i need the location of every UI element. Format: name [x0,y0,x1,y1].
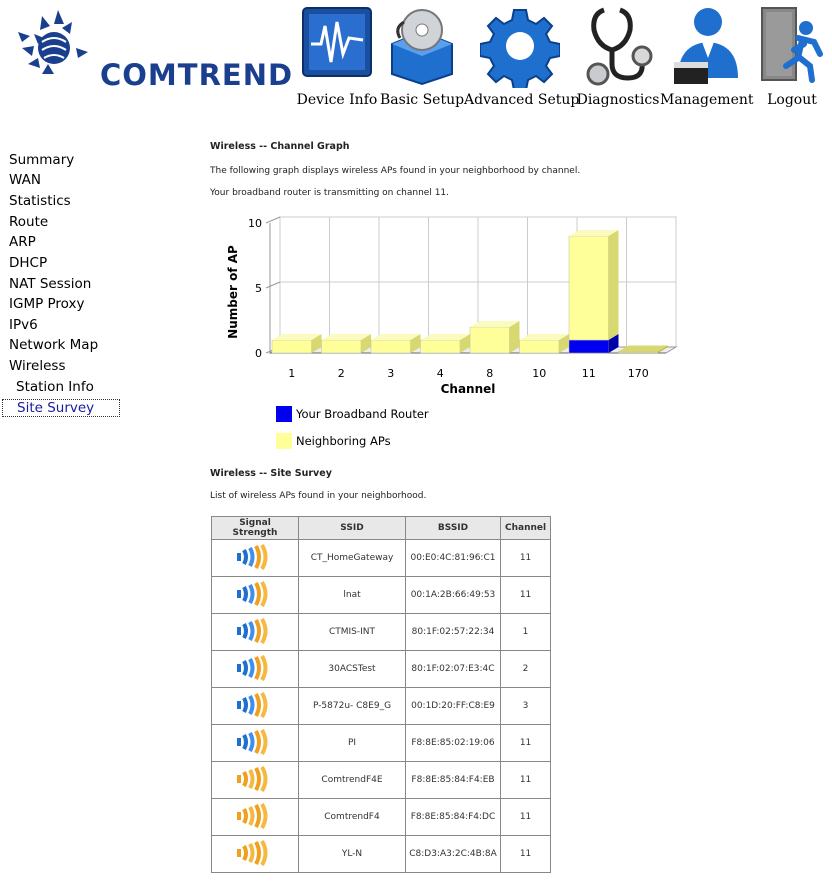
legend-swatch-router [276,406,292,422]
bar-neighbors [322,334,372,353]
x-tick-label: 11 [581,367,596,380]
x-tick-label: 1 [288,367,296,380]
channel-cell: 11 [501,799,551,836]
sidebar-item-dhcp[interactable]: DHCP [9,255,48,271]
nav-label: Logout [767,92,817,108]
sidebar-item-station-info[interactable]: Station Info [16,379,94,395]
bar-neighbors [569,230,619,340]
bar-neighbors [371,334,421,353]
bssid-cell: 00:E0:4C:81:96:C1 [406,540,501,577]
bssid-cell: 00:1A:2B:66:49:53 [406,577,501,614]
table-header-row [212,517,551,540]
x-tick-label: 170 [627,367,649,380]
nav-advanced-setup[interactable] [464,4,580,108]
bar-neighbors [470,321,520,353]
signal-strength-icon [235,729,275,755]
nav-device-info[interactable] [294,4,380,108]
sidebar-item-statistics[interactable]: Statistics [9,193,71,209]
ssid-cell: ComtrendF4 [299,799,406,836]
bssid-cell: F8:8E:85:84:F4:DC [406,799,501,836]
y-tick-label: 10 [248,217,262,230]
comtrend-logo [14,4,294,94]
signal-cell [212,614,299,651]
sidebar-item-arp[interactable]: ARP [9,234,36,250]
grid-line [266,282,280,288]
y-tick-label: 5 [255,282,262,295]
table-row [212,614,551,651]
signal-cell [212,651,299,688]
sidebar-item-site-survey[interactable]: Site Survey [2,399,120,417]
sidebar [0,137,164,887]
x-tick-label: 4 [436,367,444,380]
ssid-cell: YL-N [299,836,406,873]
channel-cell: 11 [501,762,551,799]
sidebar-item-wireless[interactable]: Wireless [9,358,66,374]
ssid-cell: P-5872u- C8E9_G [299,688,406,725]
nav-diagnostics[interactable] [576,4,660,108]
signal-strength-icon [235,618,275,644]
ssid-cell: CTMIS-INT [299,614,406,651]
sidebar-item-network-map[interactable]: Network Map [9,337,99,353]
nav-management[interactable] [660,4,752,108]
sidebar-item-summary[interactable]: Summary [9,152,75,168]
signal-strength-icon [235,692,275,718]
site-survey-body [212,540,551,873]
legend-label-router: Your Broadband Router [296,407,429,421]
col-ssid: SSID [299,517,406,540]
y-tick-label: 0 [255,347,262,360]
table-row [212,577,551,614]
bssid-cell: 80:1F:02:07:E3:4C [406,651,501,688]
table-row [212,540,551,577]
nav-label: Management [660,92,754,108]
signal-cell [212,688,299,725]
diagnostics-icon [578,4,658,88]
sidebar-item-wan[interactable]: WAN [9,172,41,188]
channel-cell: 1 [501,614,551,651]
signal-cell [212,762,299,799]
bar-neighbors [272,334,322,353]
logo-icon [14,4,94,94]
nav-label: Basic Setup [380,92,465,108]
ssid-cell: lnat [299,577,406,614]
channel-cell: 11 [501,836,551,873]
legend-swatch-neighbors [276,433,292,449]
col-bssid: BSSID [406,517,501,540]
grid-line [266,217,280,223]
signal-cell [212,836,299,873]
signal-strength-icon [235,544,275,570]
channel-cell: 2 [501,651,551,688]
logo-text: COMTREND [100,58,294,92]
advanced-setup-icon [480,4,560,88]
sidebar-item-ipv6[interactable]: IPv6 [9,317,38,333]
x-tick-label: 2 [337,367,345,380]
channel-cell: 3 [501,688,551,725]
x-tick-label: 10 [532,367,547,380]
nav-logout[interactable] [752,4,832,108]
x-tick-label: 8 [486,367,494,380]
signal-cell [212,799,299,836]
signal-strength-icon [235,766,275,792]
legend-label-neighbors: Neighboring APs [296,434,391,448]
ssid-cell: 30ACSTest [299,651,406,688]
table-row [212,725,551,762]
survey-title: Wireless -- Site Survey [210,468,332,479]
signal-strength-icon [235,655,275,681]
bar-neighbors [520,334,570,353]
signal-cell [212,540,299,577]
x-axis-title: Channel [440,382,496,396]
ssid-cell: CT_HomeGateway [299,540,406,577]
col-channel: Channel [501,517,551,540]
channel-graph [220,210,680,400]
bssid-cell: F8:8E:85:02:19:06 [406,725,501,762]
table-row [212,688,551,725]
bssid-cell: 80:1F:02:57:22:34 [406,614,501,651]
ssid-cell: PI [299,725,406,762]
channel-cell: 11 [501,725,551,762]
nav-label: Diagnostics [576,92,660,108]
x-tick-label: 3 [387,367,395,380]
graph-description: The following graph displays wireless APs found in your neighborhood by channel. [210,166,581,176]
bssid-cell: F8:8E:85:84:F4:EB [406,762,501,799]
bssid-cell: C8:D3:A3:2C:4B:8A [406,836,501,873]
signal-strength-icon [235,803,275,829]
sidebar-item-nat-session[interactable]: NAT Session [9,276,92,292]
table-row [212,651,551,688]
nav-label: Advanced Setup [464,92,580,108]
signal-strength-icon [235,581,275,607]
ssid-cell: ComtrendF4E [299,762,406,799]
bar-neighbors [421,334,471,353]
site-survey-table [211,516,551,873]
nav-basic-setup[interactable] [380,4,464,108]
channel-cell: 11 [501,577,551,614]
table-row [212,762,551,799]
signal-cell [212,725,299,762]
device-info-icon [297,4,377,88]
header [0,0,832,137]
signal-strength-icon [235,840,275,866]
signal-cell [212,577,299,614]
nav-label: Device Info [296,92,378,108]
survey-description: List of wireless APs found in your neighborhood. [210,491,427,501]
logout-icon [752,4,832,88]
y-axis-title: Number of AP [226,245,240,339]
bssid-cell: 00:1D:20:FF:C8:E9 [406,688,501,725]
channel-cell: 11 [501,540,551,577]
basic-setup-icon [382,4,462,88]
table-row [212,836,551,873]
graph-title: Wireless -- Channel Graph [210,141,350,152]
sidebar-item-igmp-proxy[interactable]: IGMP Proxy [9,296,85,312]
router-channel-text: Your broadband router is transmitting on channel 11. [210,188,450,198]
col-signal-strength: Signal Strength [212,517,299,540]
table-row [212,799,551,836]
management-icon [666,4,746,88]
sidebar-item-route[interactable]: Route [9,214,49,230]
